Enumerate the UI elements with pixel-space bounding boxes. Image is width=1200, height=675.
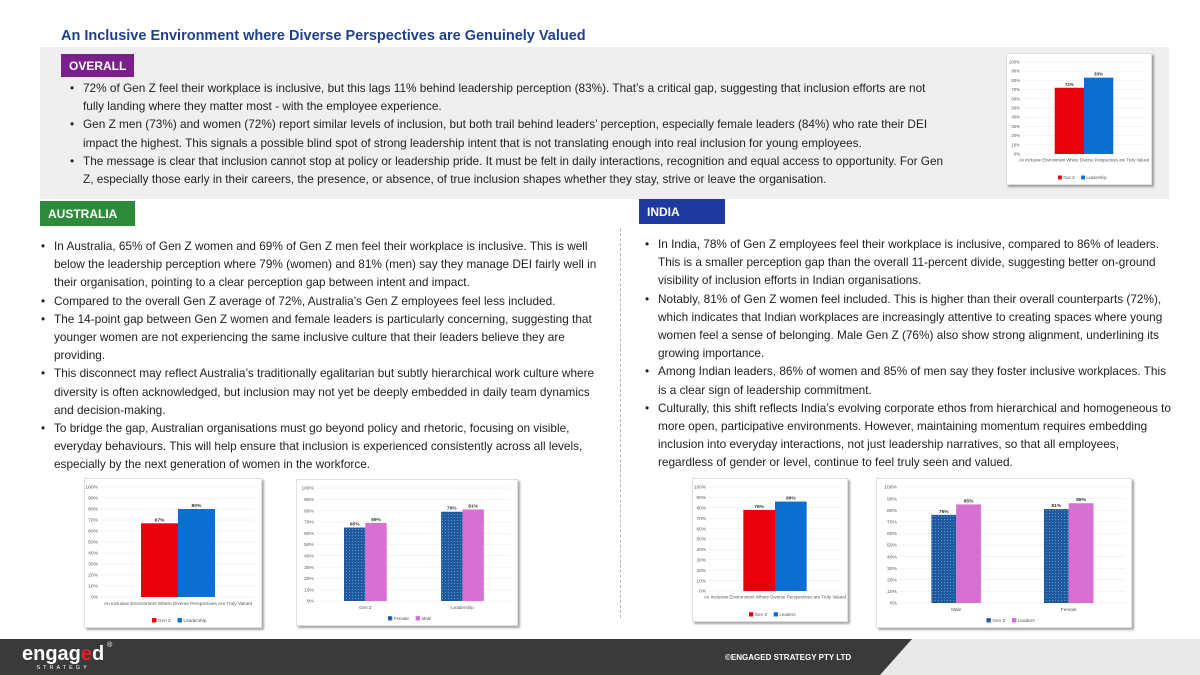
- x-category-label: An Inclusive Environment Where Diverse Perspectives are Truly Valued: [1018, 157, 1150, 163]
- y-tick-label: 50%: [88, 540, 98, 546]
- india-bullet: • Culturally, this shift reflects India’s evolving corporate ethos from hierarchical and homogeneous to more open, participative environments. However, maintaining momentum requires embedding inclusion into everyday interactions, not just leadership narratives, so that all employees, regardless of gender or level, continue to feel truly seen and valued.: [644, 399, 1174, 472]
- bar: [931, 515, 956, 603]
- logo-word-part: d: [92, 643, 105, 665]
- bar: [775, 502, 807, 591]
- y-tick-label: 60%: [887, 532, 897, 538]
- data-label: 86%: [786, 496, 796, 502]
- y-tick-label: 100%: [301, 486, 314, 492]
- bar: [365, 523, 386, 601]
- y-tick-label: 70%: [696, 516, 706, 522]
- data-label: 79%: [446, 506, 457, 512]
- legend-swatch: [416, 616, 420, 620]
- data-label: 69%: [371, 518, 381, 524]
- y-tick-label: 0%: [306, 599, 314, 605]
- y-tick-label: 40%: [887, 555, 897, 561]
- data-label: 86%: [1076, 498, 1087, 504]
- x-category-label: Male: [951, 606, 962, 612]
- y-tick-label: 10%: [887, 590, 897, 596]
- legend-label: Female: [393, 616, 409, 621]
- y-tick-label: 10%: [304, 588, 314, 594]
- legend-label: Gen Z: [1063, 175, 1075, 180]
- y-tick-label: 10%: [696, 579, 706, 585]
- australia-gender-chart: [296, 479, 518, 626]
- legend-swatch: [152, 618, 156, 622]
- x-category-label: An Inclusive Environment Where Diverse Perspectives Are Truly Valued: [103, 600, 253, 606]
- y-tick-label: 40%: [88, 551, 98, 557]
- footer-bar: [0, 639, 1200, 675]
- data-label: 78%: [754, 504, 764, 510]
- overall-bullet: • 72% of Gen Z feel their workplace is inclusive, but this lags 11% behind leadership perception (83%). That’s a critical gap, suggesting that inclusion efforts are not fully landing where they matter most - with the employee experience.: [69, 79, 949, 115]
- bar: [441, 512, 462, 601]
- y-tick-label: 100%: [884, 485, 897, 491]
- y-tick-label: 90%: [1011, 68, 1020, 74]
- logo-word-part: engag: [22, 643, 81, 665]
- y-tick-label: 70%: [1011, 87, 1020, 93]
- y-tick-label: 80%: [696, 506, 706, 512]
- india-bullet: • Among Indian leaders, 86% of women and 85% of men say they foster inclusive workplaces. This is a clear sign of leadership commitment.: [644, 362, 1174, 398]
- x-category-label: Female: [1060, 606, 1077, 612]
- bar: [344, 528, 365, 601]
- data-label: 81%: [1051, 504, 1062, 510]
- x-category-label: Gen Z: [358, 604, 372, 610]
- y-tick-label: 20%: [887, 578, 897, 584]
- y-tick-label: 30%: [88, 562, 98, 568]
- legend-label: Leaders: [1017, 618, 1035, 623]
- y-tick-label: 90%: [304, 497, 314, 503]
- y-tick-label: 100%: [1008, 59, 1020, 65]
- registered-mark: ®: [107, 642, 113, 649]
- legend-swatch: [1081, 176, 1085, 180]
- australia-overall-chart: [84, 478, 262, 628]
- x-category-label: Leadership: [451, 604, 474, 610]
- y-tick-label: 60%: [696, 527, 706, 533]
- y-tick-label: 20%: [696, 568, 706, 574]
- logo-subtitle: STRATEGY: [36, 665, 90, 671]
- y-tick-label: 0%: [889, 601, 897, 607]
- chart-svg: [693, 479, 847, 621]
- y-tick-label: 10%: [88, 584, 98, 590]
- india-gender-chart: [876, 478, 1132, 628]
- y-tick-label: 10%: [1011, 142, 1020, 148]
- y-tick-label: 100%: [693, 485, 706, 491]
- y-tick-label: 60%: [304, 531, 314, 537]
- bar: [1069, 503, 1094, 603]
- overall-tag: OVERALL: [61, 54, 134, 77]
- legend-swatch: [1058, 176, 1062, 180]
- y-tick-label: 40%: [1011, 114, 1020, 120]
- data-label: 76%: [938, 509, 949, 515]
- footer-accent-panel: [880, 639, 1200, 675]
- chart-svg: [1007, 54, 1151, 184]
- bar: [1084, 78, 1113, 154]
- y-tick-label: 40%: [304, 554, 314, 560]
- overall-chart: [1006, 53, 1152, 185]
- x-category-label: An Inclusive Environment Where Diverse Perspectives are Truly Valued: [704, 594, 846, 600]
- y-tick-label: 60%: [88, 529, 98, 535]
- y-tick-label: 90%: [887, 497, 897, 503]
- y-tick-label: 100%: [85, 485, 98, 491]
- copyright-text: ©ENGAGED STRATEGY PTY LTD: [725, 653, 852, 662]
- overall-bullet-list: [69, 79, 949, 188]
- india-bullet: • In India, 78% of Gen Z employees feel their workplace is inclusive, compared to 86% of leaders. This is a smaller perception gap than the overall 11-percent divide, suggesting better on-ground visibility of inclusion efforts in Indian organisations.: [644, 235, 1174, 290]
- y-tick-label: 0%: [1013, 151, 1020, 157]
- y-tick-label: 30%: [304, 565, 314, 571]
- bar: [956, 504, 981, 603]
- y-tick-label: 80%: [1011, 77, 1020, 83]
- section-divider: [620, 228, 621, 618]
- chart-svg: [85, 479, 261, 627]
- y-tick-label: 50%: [887, 543, 897, 549]
- india-bullet: • Notably, 81% of Gen Z women feel included. This is higher than their overall counterparts (72%), which indicates that Indian workplaces are increasingly attentive to creating spaces where young women feel a sense of belonging. Male Gen Z (76%) also show strong alignment, underlining its growing importance.: [644, 290, 1174, 363]
- y-tick-label: 20%: [88, 573, 98, 579]
- legend-swatch: [1012, 618, 1016, 622]
- y-tick-label: 30%: [1011, 123, 1020, 129]
- australia-tag: AUSTRALIA: [40, 201, 135, 226]
- data-label: 80%: [191, 504, 202, 509]
- legend-label: Leaders: [779, 612, 796, 617]
- y-tick-label: 0%: [90, 595, 98, 601]
- legend-swatch: [177, 618, 181, 622]
- australia-bullet: • In Australia, 65% of Gen Z women and 69% of Gen Z men feel their workplace is inclusive. This is well below the leadership perception where 79% (women) and 81% (men) say they manage DEI fairly well in their organisation, pointing to a clear perception gap between intent and impact.: [40, 237, 606, 292]
- chart-svg: [297, 480, 517, 625]
- india-bullet-list: [644, 235, 1174, 472]
- y-tick-label: 70%: [887, 520, 897, 526]
- india-overall-chart: [692, 478, 848, 622]
- australia-bullet: • Compared to the overall Gen Z average of 72%, Australia’s Gen Z employees feel less included.: [40, 292, 606, 310]
- legend-swatch: [749, 612, 753, 616]
- legend-label: Leadership: [1086, 175, 1107, 180]
- bar: [178, 509, 215, 597]
- data-label: 83%: [1094, 71, 1103, 77]
- y-tick-label: 80%: [88, 507, 98, 513]
- y-tick-label: 30%: [887, 566, 897, 572]
- y-tick-label: 50%: [696, 537, 706, 543]
- data-label: 67%: [154, 518, 165, 524]
- legend-label: Male: [421, 616, 432, 621]
- bar: [743, 510, 775, 591]
- y-tick-label: 0%: [699, 589, 706, 595]
- legend-label: Gen Z: [992, 618, 1006, 623]
- data-label: 85%: [963, 499, 974, 505]
- australia-bullet: • This disconnect may reflect Australia’s traditionally egalitarian but subtly hierarchical work culture where diversity is often acknowledged, but inclusion may not yet be deeply embedded in daily team dynamics and decision-making.: [40, 364, 606, 419]
- y-tick-label: 20%: [304, 577, 314, 583]
- australia-bullet: • The 14-point gap between Gen Z women and female leaders is particularly concerning, suggesting that younger women are not experiencing the same inclusive culture that their leaders believe they are providing.: [40, 310, 606, 365]
- legend-swatch: [388, 616, 392, 620]
- overall-bullet: • Gen Z men (73%) and women (72%) report similar levels of inclusion, but both trail behind leaders’ perception, especially female leaders (84%) who rate their DEI impact the highest. This signals a possible blind spot of strong leadership intent that is not translating enough into real inclusion for young employees.: [69, 115, 949, 151]
- australia-bullet: • To bridge the gap, Australian organisations must go beyond policy and rhetoric, focusing on visible, everyday behaviours. This will help ensure that inclusion is experienced consistently across all levels, especially by the next generation of women in the workforce.: [40, 419, 606, 474]
- data-label: 81%: [468, 504, 478, 510]
- y-tick-label: 90%: [696, 496, 706, 502]
- brand-logo[interactable]: [22, 642, 113, 671]
- india-tag: INDIA: [639, 199, 725, 224]
- legend-swatch: [774, 612, 778, 616]
- data-label: 65%: [349, 522, 360, 528]
- y-tick-label: 60%: [1011, 96, 1020, 102]
- y-tick-label: 90%: [88, 496, 98, 502]
- legend-label: Gen Z: [157, 618, 171, 623]
- australia-bullet-list: [40, 237, 606, 474]
- chart-svg: [877, 479, 1131, 627]
- logo-word-accent: e: [80, 643, 93, 665]
- y-tick-label: 80%: [304, 509, 314, 515]
- page-title: An Inclusive Environment where Diverse Perspectives are Genuinely Valued: [61, 28, 586, 44]
- logo-wordmark: [22, 644, 104, 664]
- y-tick-label: 30%: [696, 558, 706, 564]
- y-tick-label: 20%: [1011, 133, 1020, 139]
- y-tick-label: 40%: [696, 548, 706, 554]
- y-tick-label: 50%: [304, 543, 314, 549]
- y-tick-label: 70%: [304, 520, 314, 526]
- data-label: 72%: [1065, 81, 1074, 87]
- legend-label: Leadership: [183, 618, 207, 623]
- legend-swatch: [986, 618, 990, 622]
- bar: [462, 509, 483, 601]
- bar: [1044, 509, 1069, 603]
- bar: [141, 523, 178, 597]
- y-tick-label: 80%: [887, 508, 897, 514]
- bar: [1055, 88, 1084, 154]
- legend-label: Gen Z: [754, 612, 768, 617]
- y-tick-label: 70%: [88, 518, 98, 524]
- overall-bullet: • The message is clear that inclusion cannot stop at policy or leadership pride. It must be felt in daily interactions, recognition and equal access to opportunity. For Gen Z, especially those early in their careers, the presence, or absence, of true inclusion shapes whether they stay, strive or leave the organisation.: [69, 152, 949, 188]
- y-tick-label: 50%: [1011, 105, 1020, 111]
